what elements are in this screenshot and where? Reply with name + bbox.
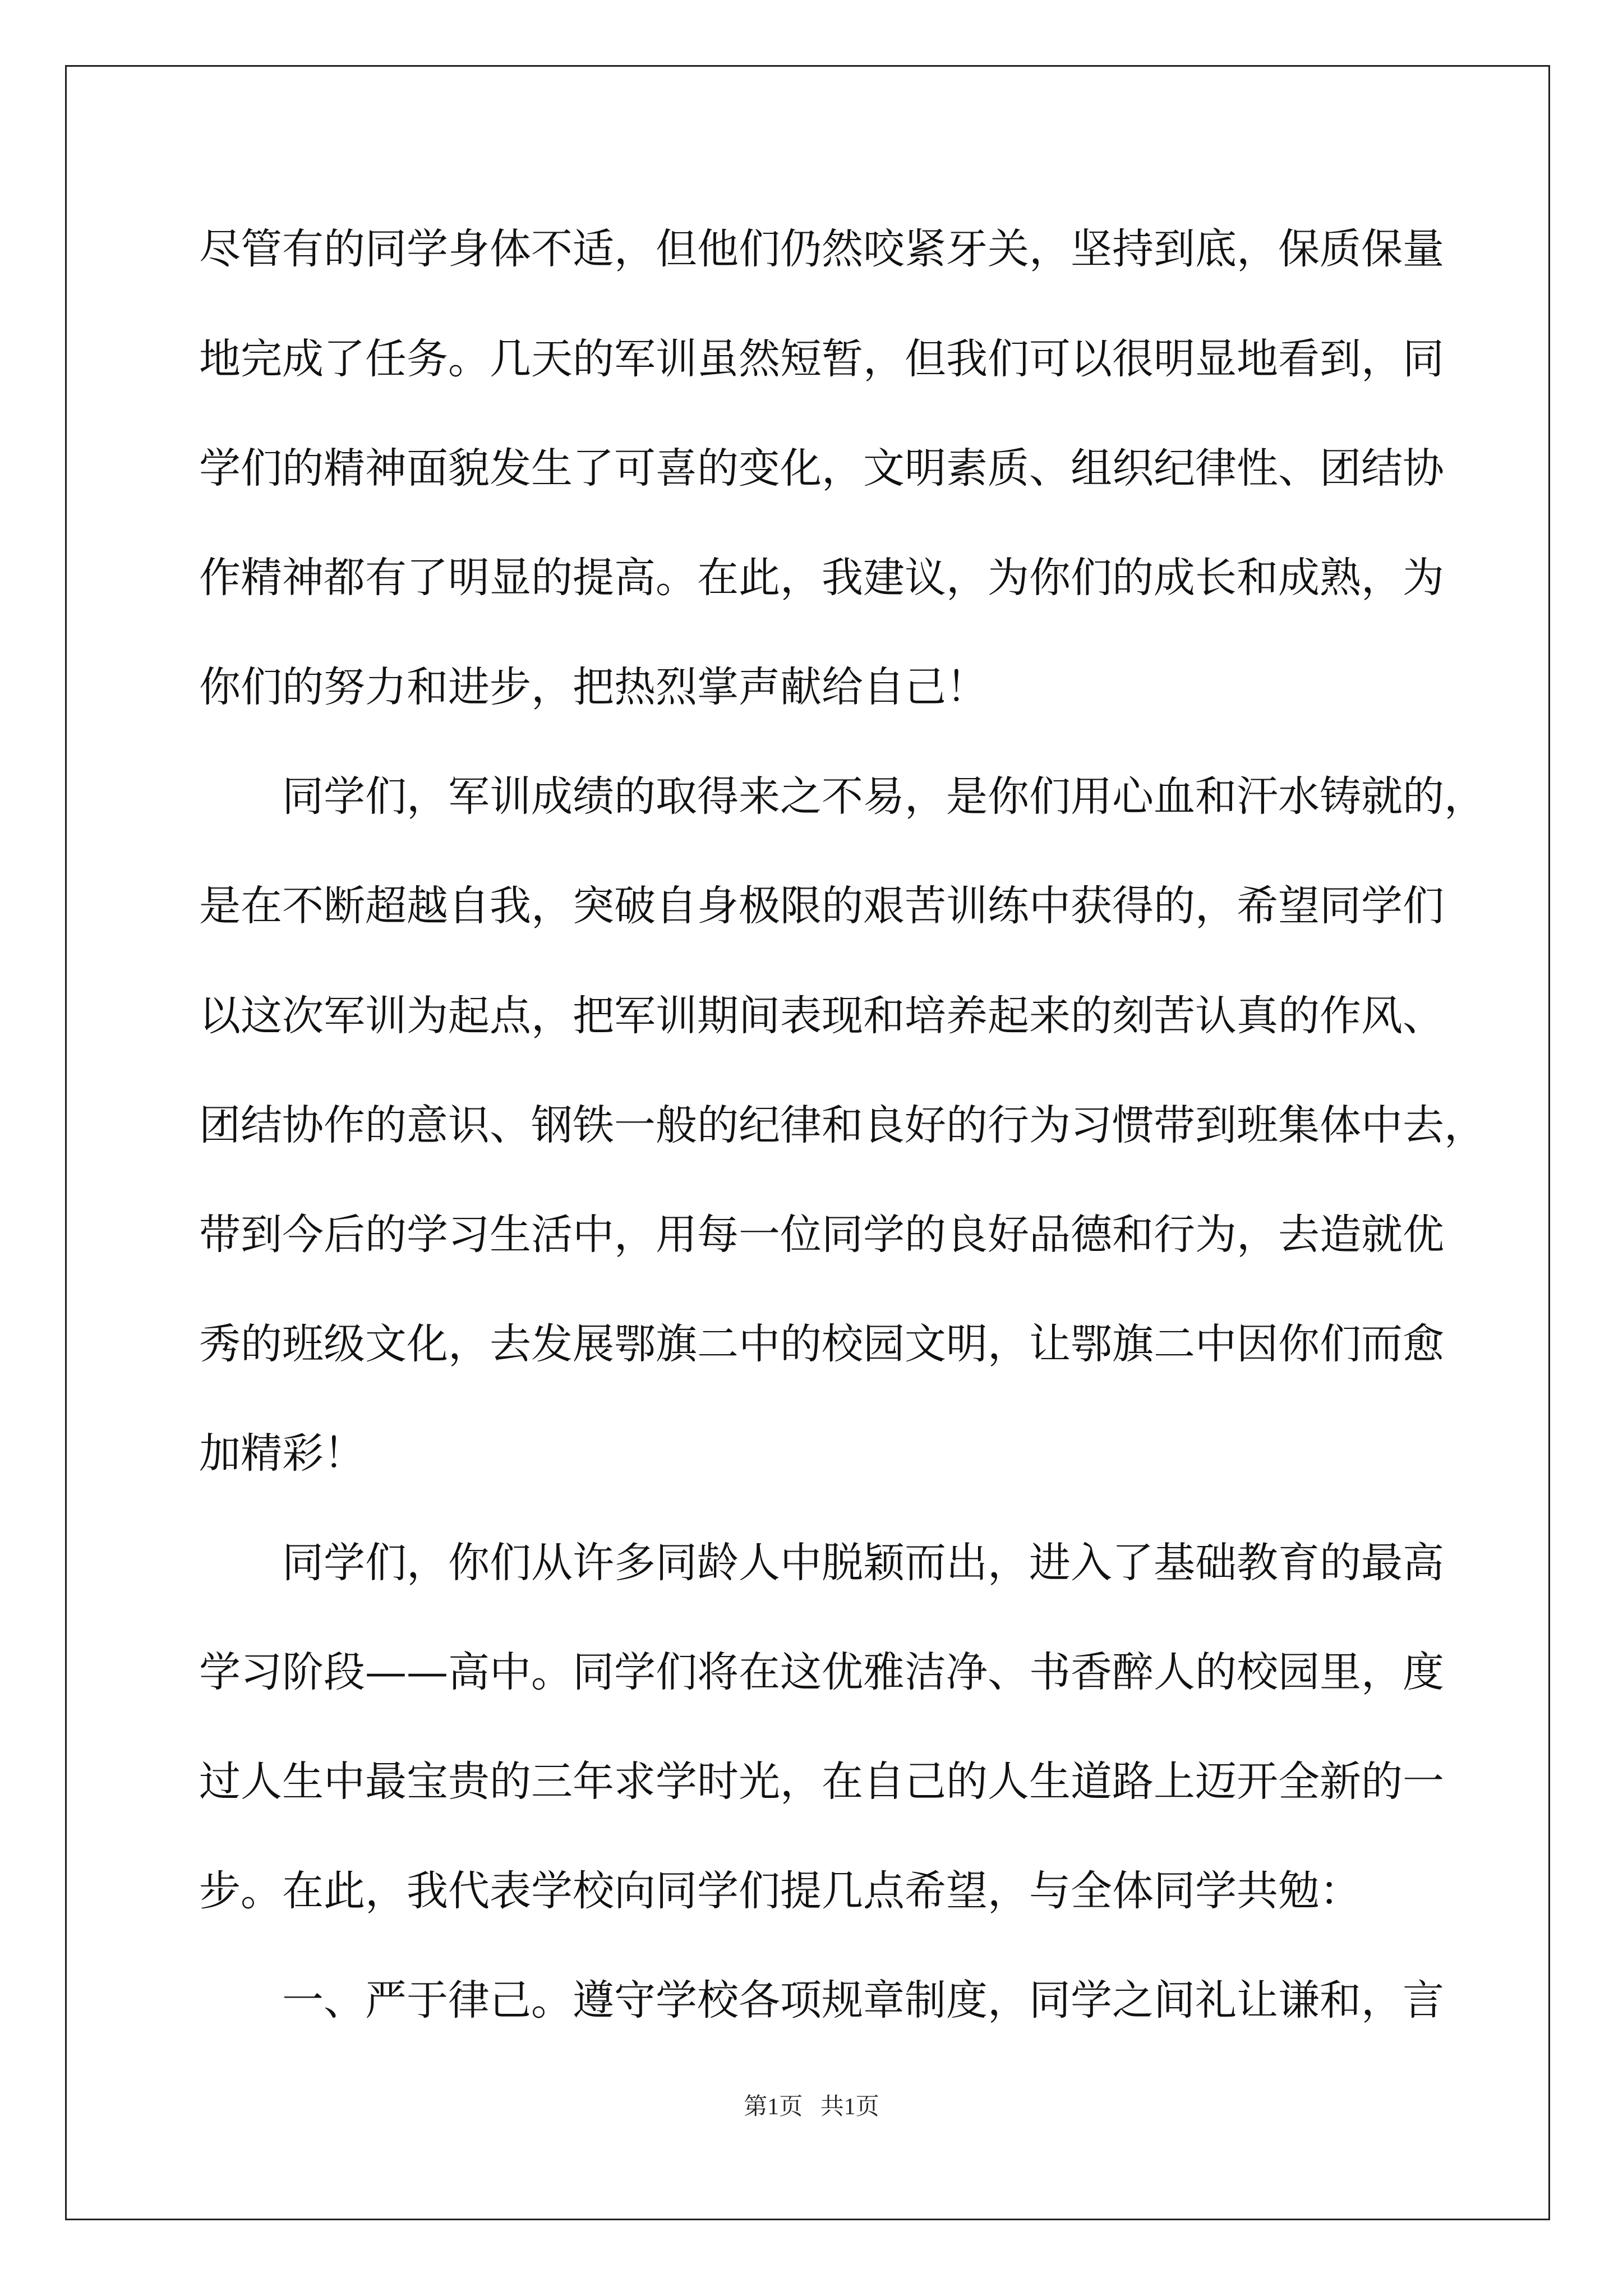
body-line: 学们的精神面貌发生了可喜的变化，文明素质、组织纪律性、团结协 <box>199 444 1444 493</box>
body-line: 带到今后的学习生活中，用每一位同学的良好品德和行为，去造就优 <box>199 1211 1444 1259</box>
paragraph-first-line: 同学们，你们从许多同龄人中脱颖而出，进入了基础教育的最高 <box>282 1539 1444 1587</box>
body-line: 学习阶段——高中。同学们将在这优雅洁净、书香醉人的校园里，度 <box>199 1648 1444 1696</box>
body-line: 步。在此，我代表学校向同学们提几点希望，与全体同学共勉： <box>199 1867 1361 1915</box>
body-line: 加精彩！ <box>199 1429 365 1478</box>
body-line: 你们的努力和进步，把热烈掌声献给自己！ <box>199 663 988 711</box>
body-line: 以这次军训为起点，把军训期间表现和培养起来的刻苦认真的作风、 <box>199 992 1444 1040</box>
page-number-footer: 第1页 共1页 <box>744 2094 879 2120</box>
body-line: 过人生中最宝贵的三年求学时光，在自己的人生道路上迈开全新的一 <box>199 1757 1444 1806</box>
body-line: 作精神都有了明显的提高。在此，我建议，为你们的成长和成熟，为 <box>199 554 1444 602</box>
paragraph-first-line: 一、严于律己。遵守学校各项规章制度，同学之间礼让谦和，言 <box>282 1976 1444 2024</box>
body-line: 团结协作的意识、钢铁一般的纪律和良好的行为习惯带到班集体中去， <box>199 1101 1486 1149</box>
paragraph-first-line: 同学们，军训成绩的取得来之不易，是你们用心血和汗水铸就的， <box>282 772 1486 821</box>
body-line: 秀的班级文化，去发展鄂旗二中的校园文明，让鄂旗二中因你们而愈 <box>199 1320 1444 1368</box>
body-line: 尽管有的同学身体不适，但他们仍然咬紧牙关，坚持到底，保质保量 <box>199 225 1444 273</box>
body-line: 地完成了任务。几天的军训虽然短暂，但我们可以很明显地看到，同 <box>199 335 1444 383</box>
body-line: 是在不断超越自我，突破自身极限的艰苦训练中获得的，希望同学们 <box>199 882 1444 930</box>
